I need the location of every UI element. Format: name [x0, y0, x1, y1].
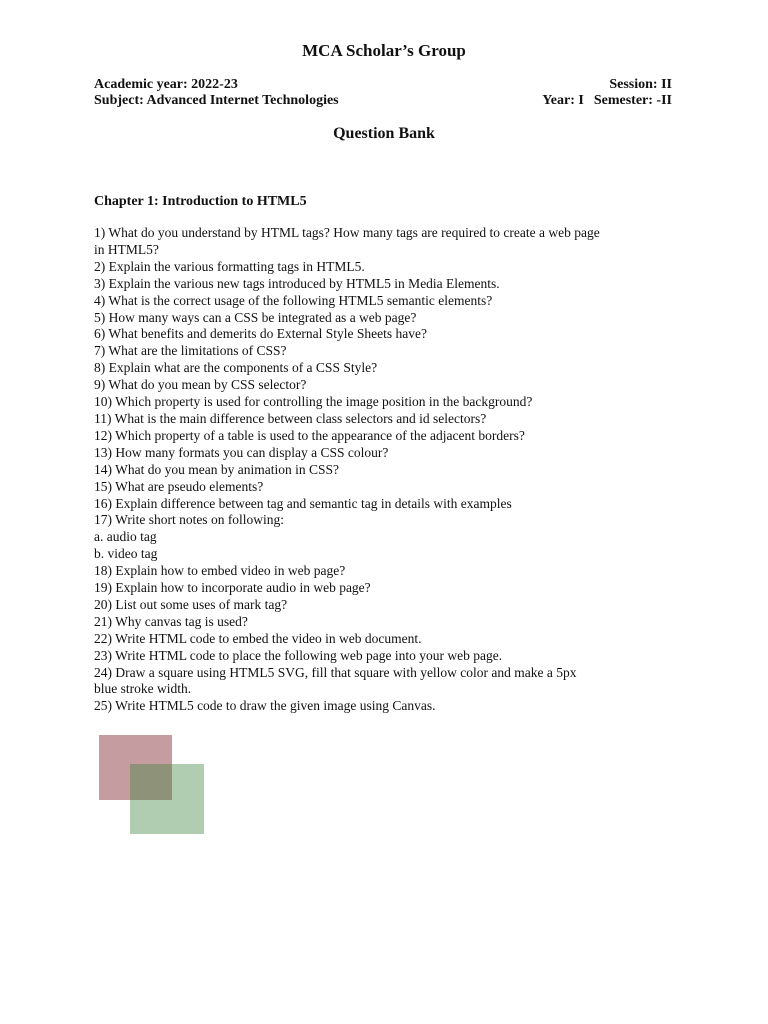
question-line: 2) Explain the various formatting tags in HTML5.: [94, 258, 365, 274]
question-line: 18) Explain how to embed video in web page?: [94, 563, 346, 579]
square-front: [130, 764, 204, 834]
question-line: 24) Draw a square using HTML5 SVG, fill that square with yellow color and make a 5px: [94, 664, 577, 680]
question-line: 15) What are pseudo elements?: [94, 478, 264, 494]
question-line: 8) Explain what are the components of a CSS Style?: [94, 360, 378, 376]
question-line: 5) How many ways can a CSS be integrated as a web page?: [94, 309, 417, 325]
question-line: in HTML5?: [94, 241, 159, 257]
question-line: 14) What do you mean by animation in CSS?: [94, 461, 339, 477]
question-line: b. video tag: [94, 546, 158, 562]
question-line: 25) Write HTML5 code to draw the given image using Canvas.: [94, 698, 436, 714]
question-line: 21) Why canvas tag is used?: [94, 613, 248, 629]
question-line: a. audio tag: [94, 529, 157, 545]
question-line: 6) What benefits and demerits do External Style Sheets have?: [94, 326, 428, 342]
overlapping-squares-figure: [99, 735, 209, 837]
org-title: MCA Scholar’s Group: [302, 41, 466, 60]
question-line: 11) What is the main difference between class selectors and id selectors?: [94, 410, 487, 426]
question-line: 19) Explain how to incorporate audio in web page?: [94, 580, 371, 596]
question-line: 20) List out some uses of mark tag?: [94, 596, 288, 612]
question-line: 16) Explain difference between tag and semantic tag in details with examples: [94, 495, 512, 511]
question-line: 7) What are the limitations of CSS?: [94, 343, 287, 359]
meta-row-subject: [94, 93, 672, 109]
question-line: 22) Write HTML code to embed the video in web document.: [94, 630, 422, 646]
question-line: 13) How many formats you can display a CSS colour?: [94, 444, 389, 460]
question-line: blue stroke width.: [94, 681, 192, 697]
meta-row-academic: [94, 77, 672, 93]
page-title: Question Bank: [333, 125, 435, 142]
question-list: [94, 225, 676, 715]
academic-year: Academic year: 2022-23: [94, 77, 238, 92]
year: Year: I: [542, 93, 584, 108]
question-line: 1) What do you understand by HTML tags? How many tags are required to create a web page: [94, 225, 600, 240]
question-line: 12) Which property of a table is used to the appearance of the adjacent borders?: [94, 427, 525, 443]
subject: Subject: Advanced Internet Technologies: [94, 93, 339, 108]
semester: Semester: -II: [593, 93, 672, 108]
question-line: 4) What is the correct usage of the following HTML5 semantic elements?: [94, 292, 493, 308]
question-line: 17) Write short notes on following:: [94, 512, 285, 528]
question-line: 3) Explain the various new tags introduced by HTML5 in Media Elements.: [94, 275, 500, 291]
chapter-title: Chapter 1: Introduction to HTML5: [94, 194, 307, 209]
question-line: 9) What do you mean by CSS selector?: [94, 377, 307, 393]
session: Session: II: [609, 77, 672, 92]
question-line: 23) Write HTML code to place the following web page into your web page.: [94, 647, 503, 663]
question-line: 10) Which property is used for controlling the image position in the background?: [94, 394, 533, 410]
year-semester: [542, 93, 672, 109]
